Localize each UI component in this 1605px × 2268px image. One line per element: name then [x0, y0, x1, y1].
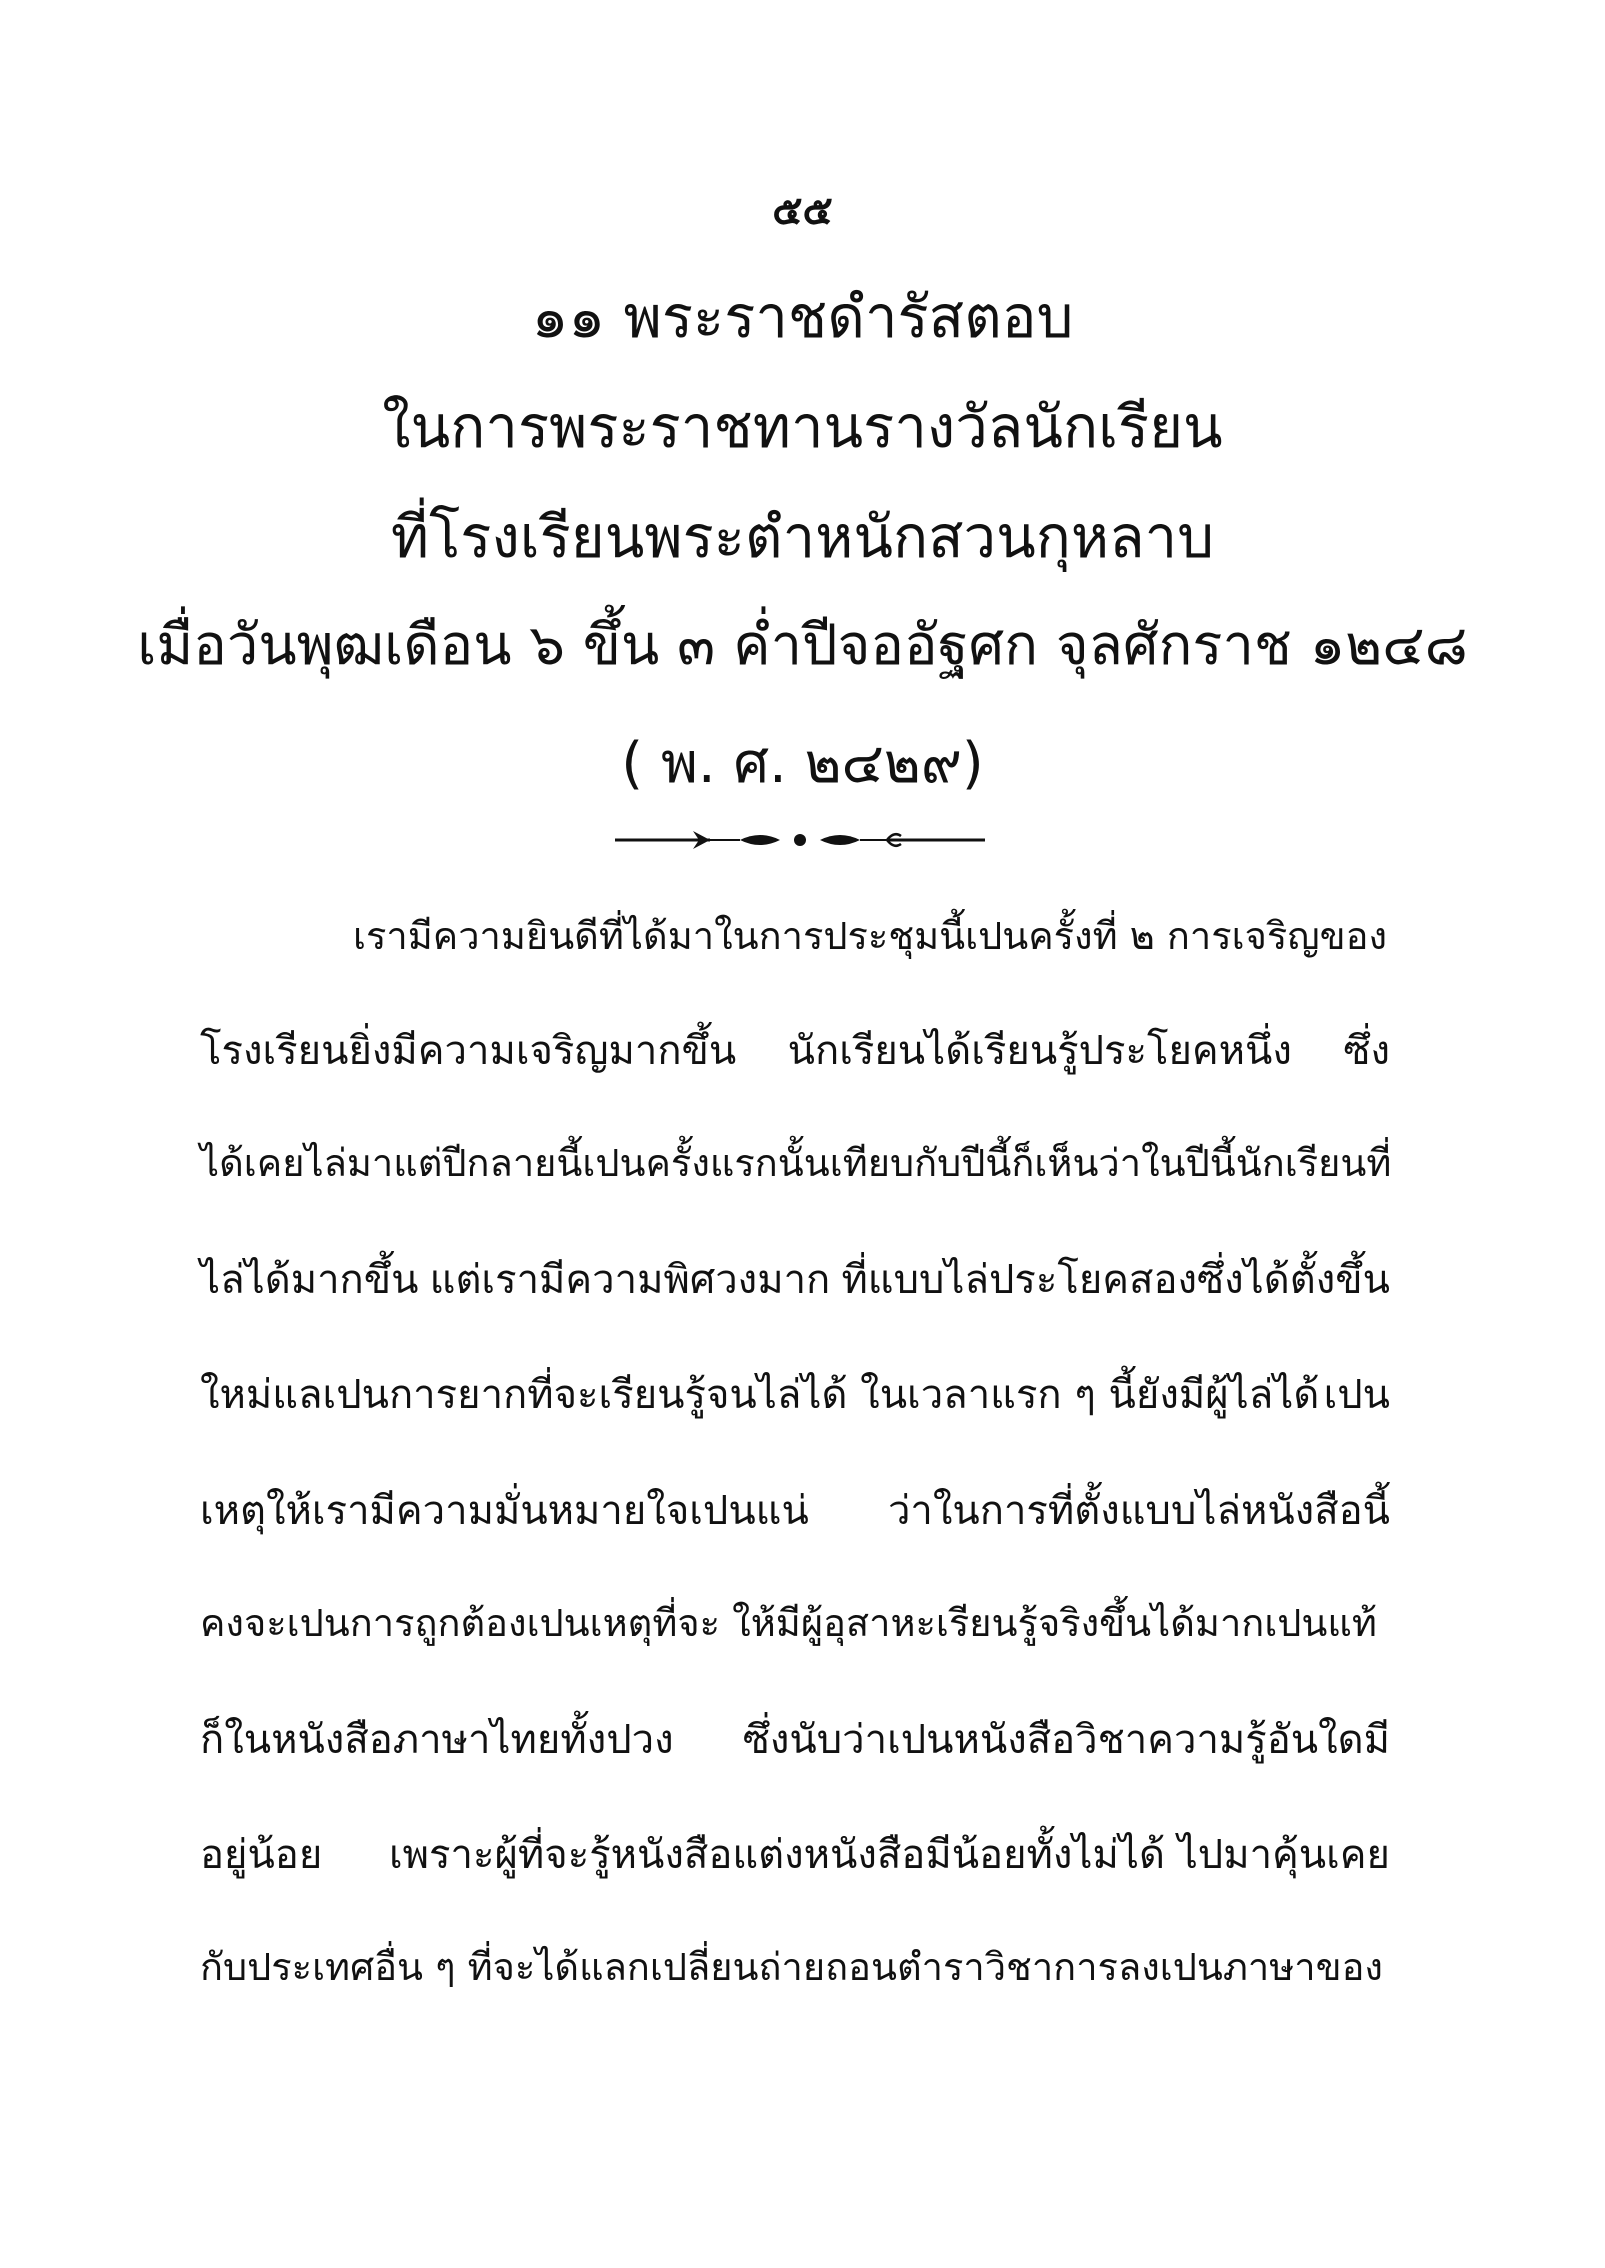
heading-line-5: ( พ. ศ. ๒๔๒๙) — [621, 731, 984, 796]
body-line-7 — [200, 1592, 1390, 1653]
body-text: ก็ในหนังสือภาษาไทยทั้งปวง — [200, 1717, 674, 1763]
heading-line-1: ๑๑ พระราชดำรัสตอบ — [531, 283, 1074, 351]
body-text: ได้เคยไล่มาแต่ปีกลายนี้เปนครั้งแรกนั้นเทียบกับปีนี้ก็เห็นว่าในปีนี้นักเรียนที่ — [200, 1141, 1392, 1185]
heading-line-3: ที่โรงเรียนพระตำหนักสวนกุหลาบ — [390, 503, 1215, 571]
body-line-4 — [200, 1247, 1390, 1311]
body-text: คงจะเปนการถูกต้องเปนเหตุที่จะ ให้มีผู้อุสาหะเรียนรู้จริงขึ้นได้มากเปนแท้ — [200, 1601, 1377, 1645]
body-text: โรงเรียนยิ่งมีความเจริญมากขึ้น — [200, 1028, 737, 1074]
body-text: ไล่ได้มากขึ้น — [200, 1257, 419, 1303]
body-text: ที่แบบไล่ประโยคสองซึ่งได้ตั้งขึ้น — [841, 1257, 1390, 1303]
body-text: กับประเทศอื่น ๆ ที่จะได้แลกเปลี่ยนถ่ายถอนตำราวิชาการลงเปนภาษาของ — [200, 1945, 1383, 1989]
body-line-8 — [200, 1707, 1390, 1771]
ornament-divider — [615, 826, 985, 854]
body-text: ว่าในการที่ตั้งแบบไล่หนังสือนี้ — [887, 1488, 1390, 1534]
body-line-1 — [353, 905, 1390, 966]
body-text: ซึ่งนับว่าเปนหนังสือวิชาความรู้อันใดมี — [742, 1717, 1390, 1763]
body-line-3 — [200, 1132, 1390, 1193]
body-line-10 — [200, 1936, 1390, 1997]
body-text: นักเรียนได้เรียนรู้ประโยคหนึ่ง — [787, 1028, 1292, 1074]
body-text: อยู่น้อย — [200, 1832, 323, 1878]
body-text: เรามีความยินดีที่ได้มาในการประชุมนี้เปนครั้งที่ ๒ การเจริญของ — [353, 914, 1387, 958]
body-line-6 — [200, 1478, 1390, 1542]
body-line-9 — [200, 1822, 1390, 1886]
body-line-2 — [200, 1018, 1390, 1082]
heading-line-2: ในการพระราชทานรางวัลนักเรียน — [382, 393, 1223, 461]
body-text: เปน — [1323, 1372, 1390, 1418]
body-text: แต่เรามีความพิศวงมาก — [429, 1257, 831, 1303]
heading-line-4: เมื่อวันพุฒเดือน ๖ ขึ้น ๓ ค่ำปีจออัฐศก จุลศักราช ๑๒๔๘ — [137, 613, 1468, 678]
page-number: ๕๕ — [772, 188, 833, 234]
body-text: เหตุให้เรามีความมั่นหมายใจเปนแน่ — [200, 1488, 809, 1534]
body-text: ซึ่ง — [1343, 1028, 1390, 1074]
body-text: ใหม่แลเปนการยากที่จะเรียนรู้จนไล่ได้ ในเวลาแรก ๆ นี้ยังมีผู้ไล่ได้ — [200, 1372, 1320, 1418]
body-text: เพราะผู้ที่จะรู้หนังสือแต่งหนังสือมีน้อยทั้งไม่ได้ ไปมาคุ้นเคย — [389, 1832, 1390, 1878]
body-line-5 — [200, 1362, 1390, 1426]
